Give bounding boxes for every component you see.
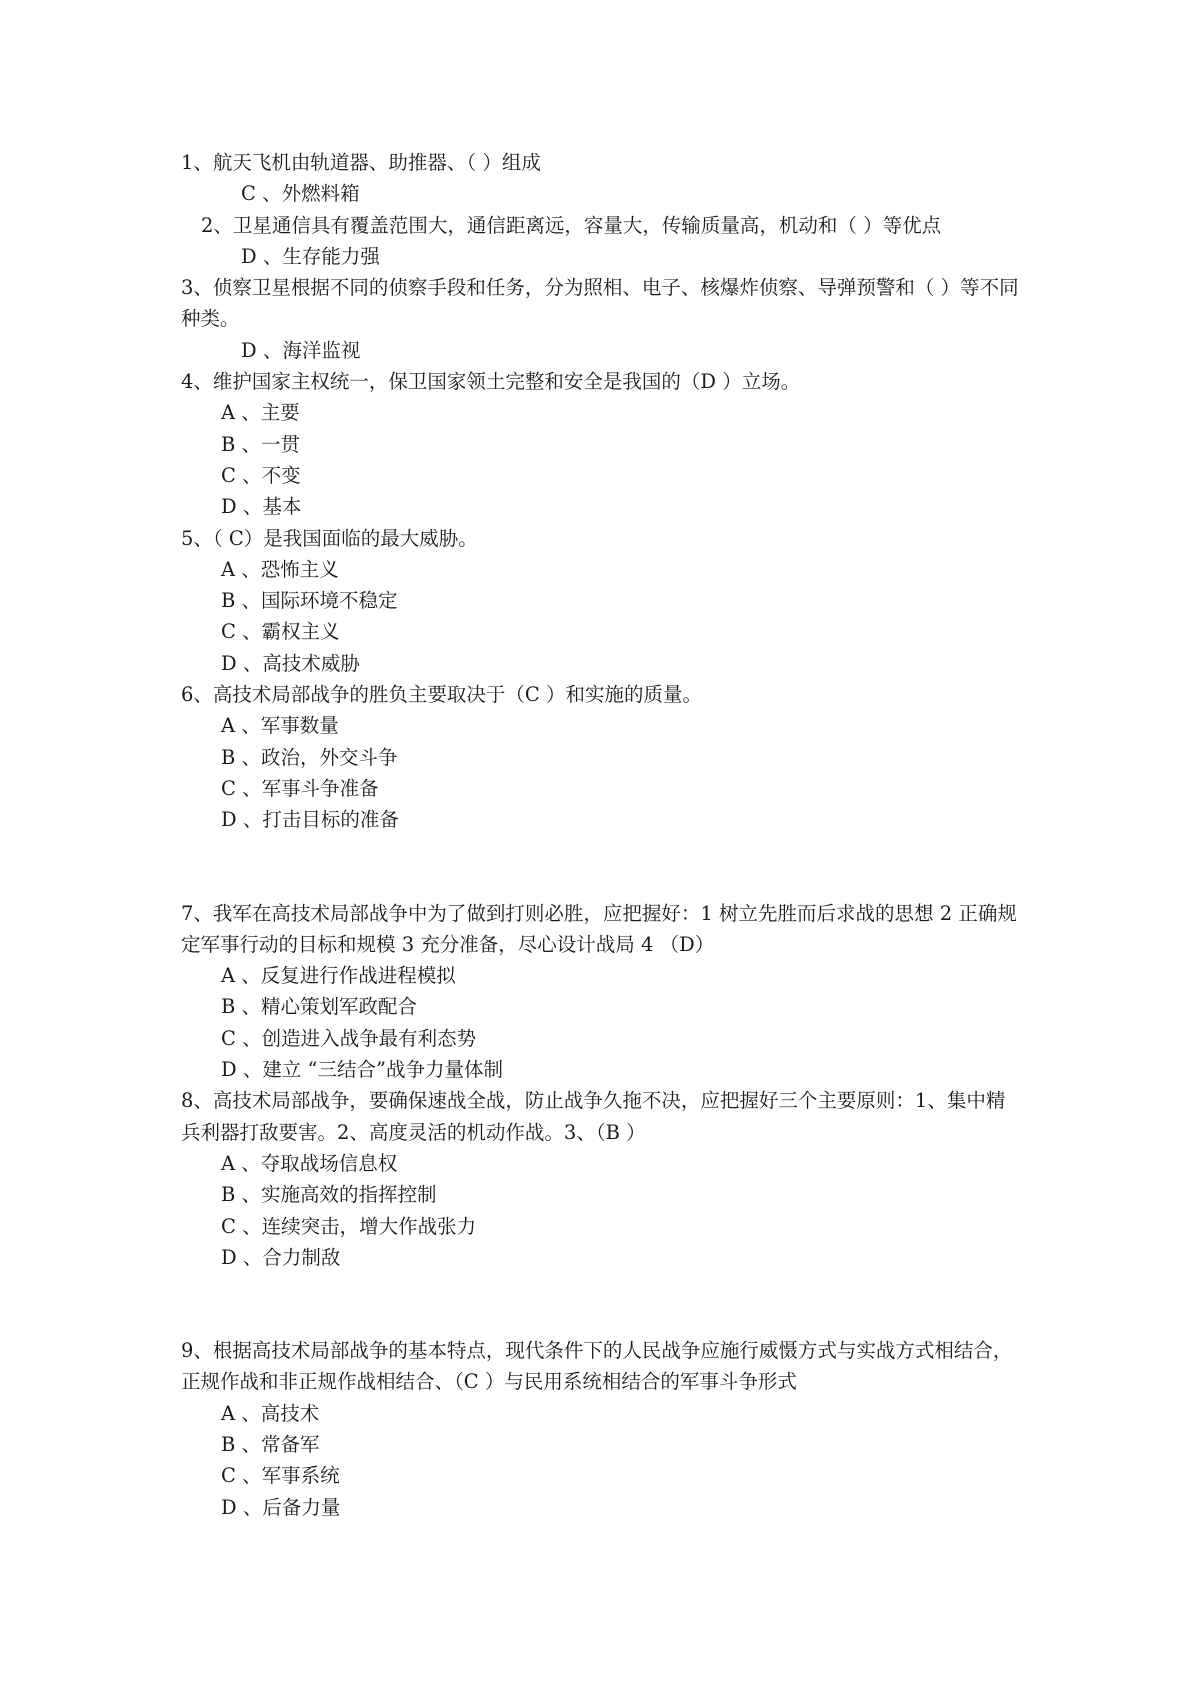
answer-option: D 、海洋监视	[241, 338, 361, 362]
question-6	[181, 679, 1021, 835]
blank-gap	[181, 836, 1021, 898]
answer-option: D 、合力制敌	[221, 1245, 341, 1269]
answer-option: A 、军事数量	[221, 714, 339, 738]
answer-option: C 、不变	[221, 463, 301, 487]
answer-option: D 、基本	[221, 495, 302, 519]
question-8	[181, 1085, 1021, 1273]
answer-option: A 、恐怖主义	[221, 557, 339, 581]
answer-option: C 、军事系统	[221, 1464, 340, 1488]
question-7	[181, 898, 1021, 1086]
question-2	[181, 210, 1021, 273]
question-text: 4、维护国家主权统一，保卫国家领土完整和安全是我国的（D ）立场。	[181, 370, 801, 394]
question-1	[181, 147, 1021, 210]
question-text: 6、高技术局部战争的胜负主要取决于（C ）和实施的质量。	[181, 683, 703, 707]
question-text: 7、我军在高技术局部战争中为了做到打则必胜，应把握好：1 树立先胜而后求战的思想 2 正确规定军事行动的目标和规模 3 充分准备，尽心设计战局 4 （D）	[181, 901, 1017, 956]
question-text: 8、高技术局部战争，要确保速战全战，防止战争久拖不决，应把握好三个主要原则：1、集中精兵利器打敌要害。2、高度灵活的机动作战。3、（B ）	[181, 1089, 1006, 1144]
question-list	[181, 147, 1021, 1523]
question-3	[181, 272, 1021, 366]
question-text: 2、卫星通信具有覆盖范围大，通信距离远，容量大，传输质量高，机动和（ ）等优点	[201, 213, 942, 237]
answer-option: B 、政治，外交斗争	[221, 745, 398, 769]
answer-option: A 、反复进行作战进程模拟	[221, 964, 456, 988]
answer-option: A 、主要	[221, 401, 300, 425]
answer-option: B 、常备军	[221, 1432, 320, 1456]
answer-option: C 、霸权主义	[221, 620, 340, 644]
answer-option: B 、精心策划军政配合	[221, 995, 418, 1019]
answer-option: B 、国际环境不稳定	[221, 589, 398, 613]
answer-option: D 、生存能力强	[241, 244, 380, 268]
blank-gap	[181, 1273, 1021, 1335]
answer-option: A 、夺取战场信息权	[221, 1151, 398, 1175]
answer-option: D 、高技术威胁	[221, 651, 360, 675]
question-5	[181, 523, 1021, 679]
answer-option: D 、打击目标的准备	[221, 808, 399, 832]
answer-option: D 、建立 “三结合”战争力量体制	[221, 1058, 503, 1082]
answer-option: C 、军事斗争准备	[221, 776, 379, 800]
question-4	[181, 366, 1021, 522]
question-9	[181, 1335, 1021, 1523]
question-text: 1、航天飞机由轨道器、助推器、（ ）组成	[181, 151, 541, 174]
answer-option: A 、高技术	[221, 1401, 320, 1425]
answer-option: C 、连续突击，增大作战张力	[221, 1214, 477, 1238]
answer-option: D 、后备力量	[221, 1495, 341, 1519]
answer-option: C 、创造进入战争最有利态势	[221, 1026, 477, 1050]
answer-option: B 、实施高效的指挥控制	[221, 1183, 437, 1207]
question-text: 3、侦察卫星根据不同的侦察手段和任务，分为照相、电子、核爆炸侦察、导弹预警和（ ）等不同种类。	[181, 276, 1019, 331]
question-text: 5、（ C）是我国面临的最大威胁。	[181, 526, 478, 550]
answer-option: C 、外燃料箱	[241, 182, 360, 206]
answer-option: B 、一贯	[221, 432, 301, 456]
question-text: 9、根据高技术局部战争的基本特点，现代条件下的人民战争应施行威慑方式与实战方式相结合，正规作战和非正规作战相结合、（C ）与民用系统相结合的军事斗争形式	[181, 1339, 1013, 1394]
